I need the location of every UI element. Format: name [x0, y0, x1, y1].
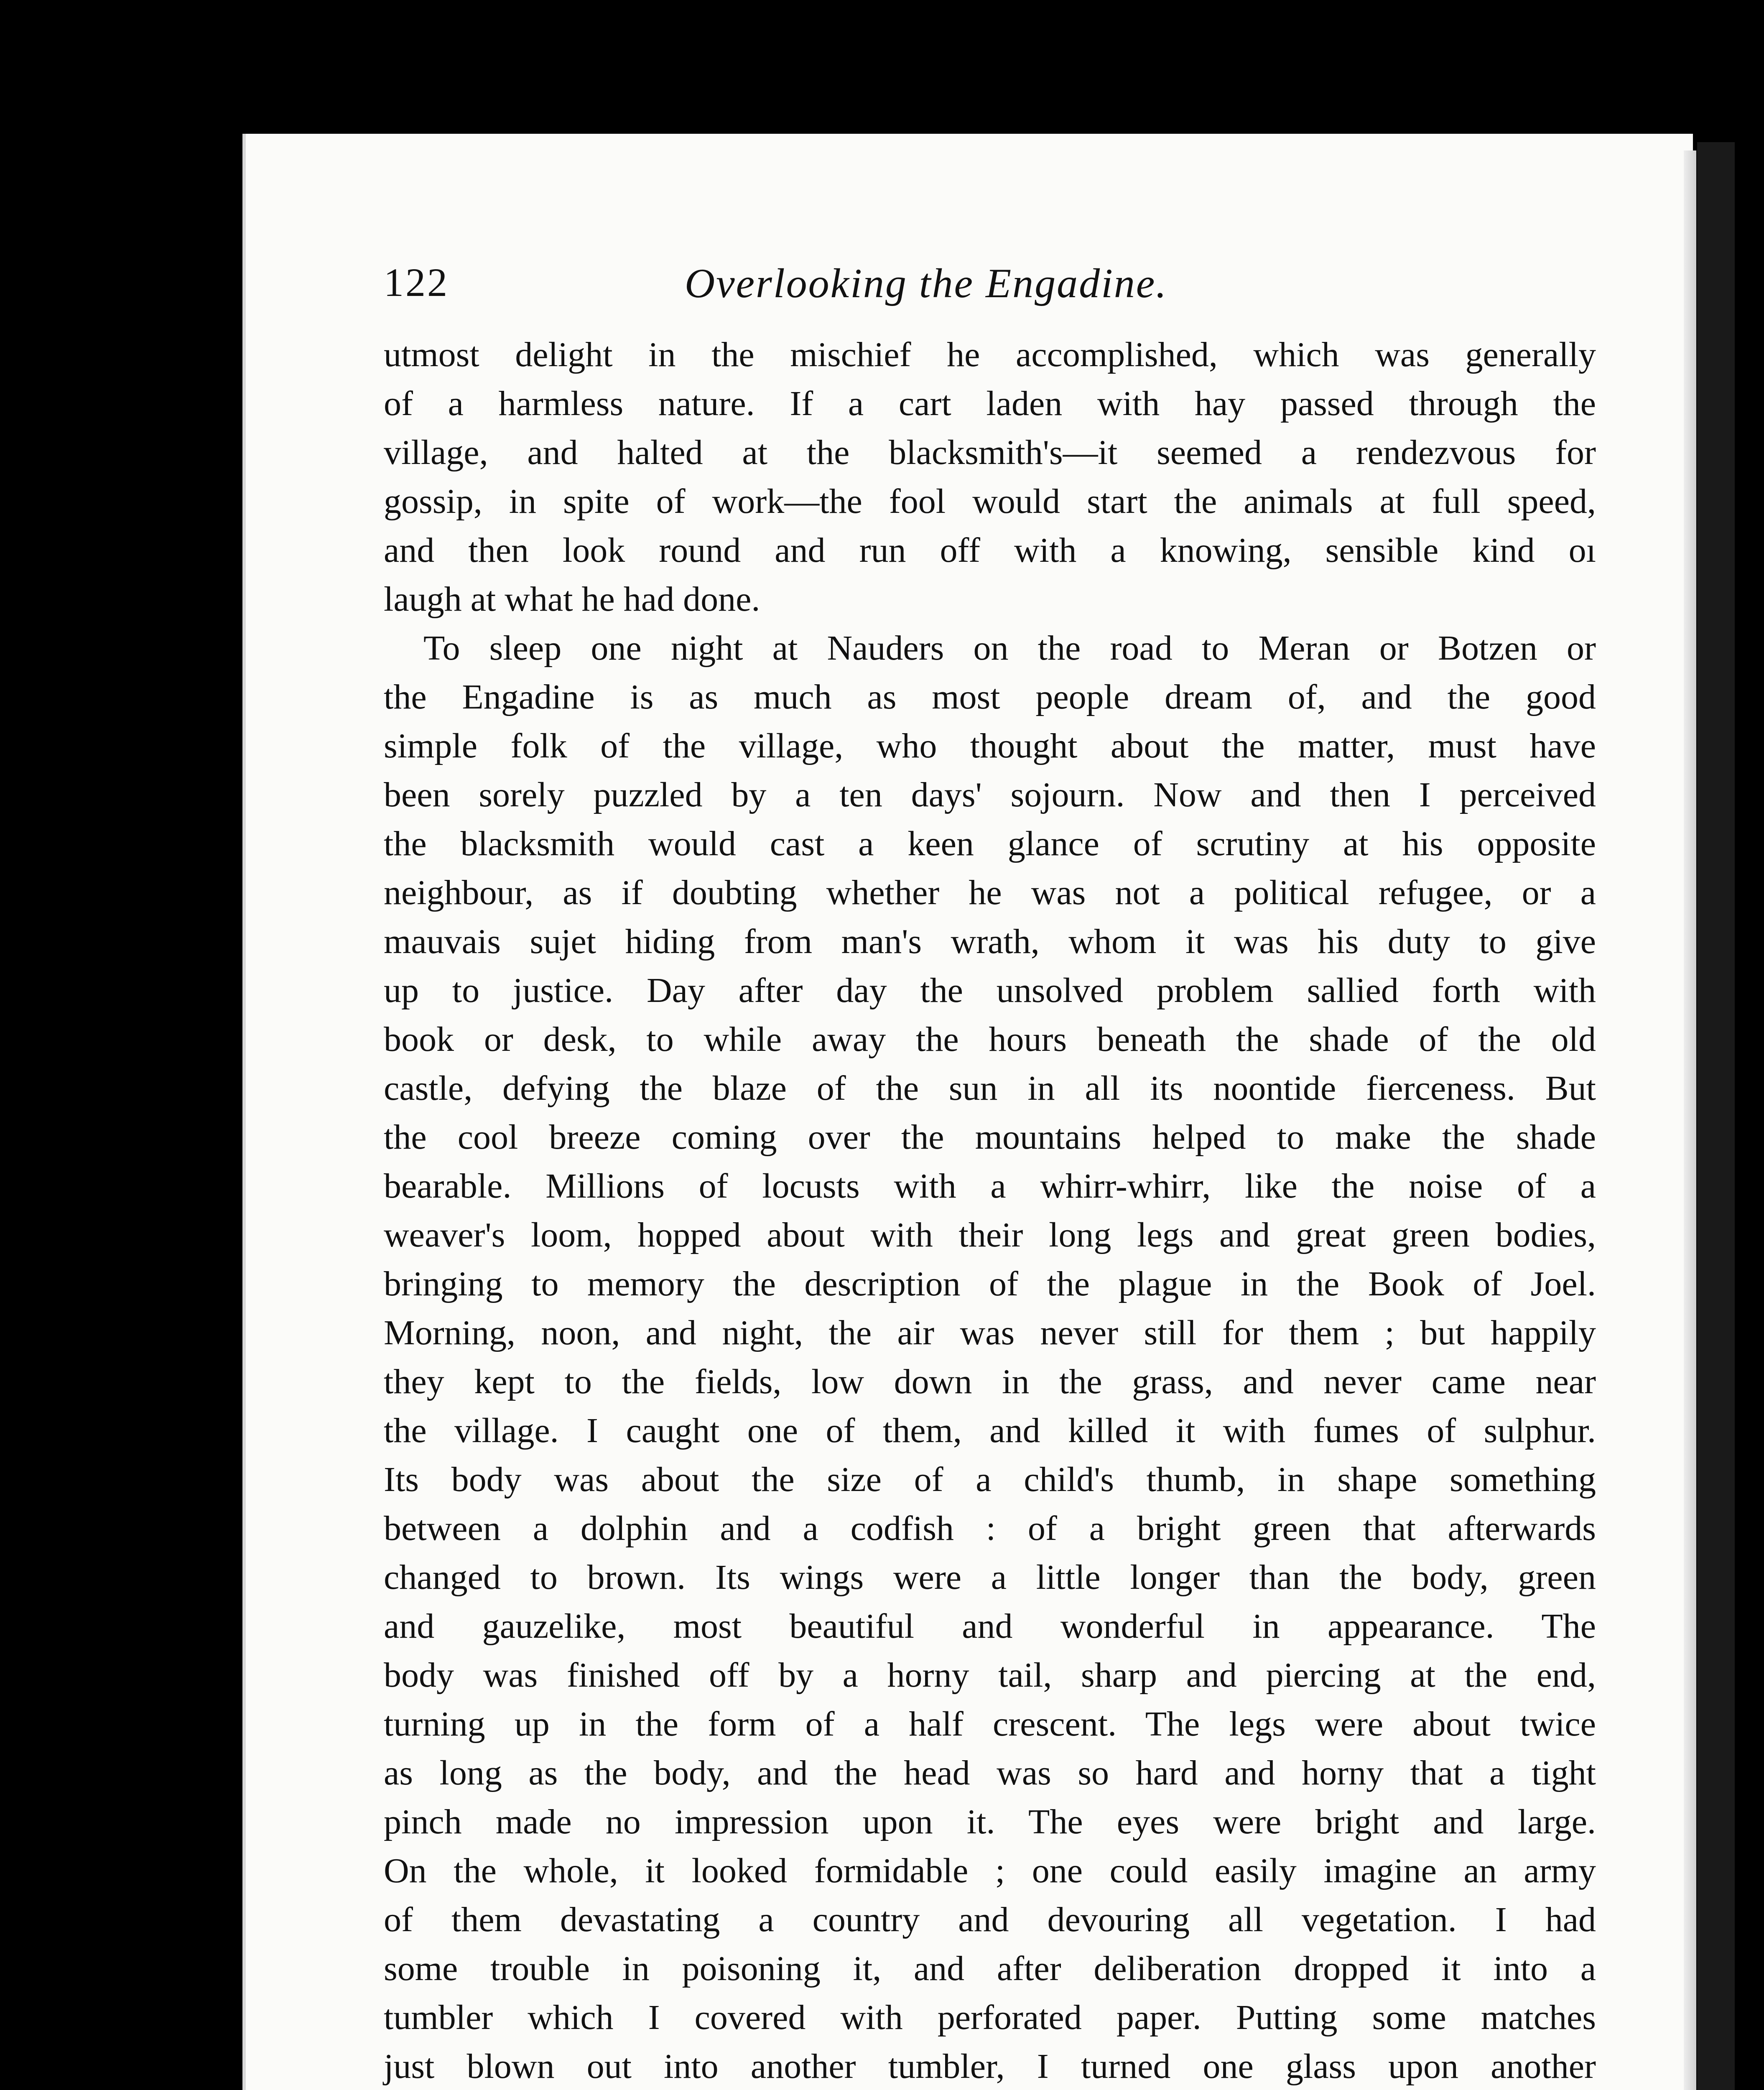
text-line: turning up in the form of a half crescent. The legs were about twice: [384, 1705, 1596, 1743]
text-line: the village. I caught one of them, and killed it with fumes of sulphur.: [384, 1411, 1596, 1450]
text-line: bringing to memory the description of the plague in the Book of Joel.: [384, 1264, 1596, 1303]
text-line: they kept to the fields, low down in the grass, and never came near: [384, 1362, 1596, 1401]
text-line: castle, defying the blaze of the sun in all its noontide fierceness. But: [384, 1069, 1596, 1108]
text-line: gossip, in spite of work—the fool would start the animals at full speed,: [384, 482, 1596, 521]
text-line: between a dolphin and a codfish : of a bright green that afterwards: [384, 1509, 1596, 1548]
text-line: utmost delight in the mischief he accomplished, which was generally: [384, 335, 1596, 374]
text-line: of a harmless nature. If a cart laden with hay passed through the: [384, 384, 1596, 423]
text-line: To sleep one night at Nauders on the road to Meran or Botzen or: [423, 629, 1596, 668]
page-edge-shadow: [1697, 142, 1735, 2090]
text-line: weaver's loom, hopped about with their long legs and great green bodies,: [384, 1216, 1596, 1254]
text-line: as long as the body, and the head was so hard and horny that a tight: [384, 1754, 1596, 1792]
text-line: been sorely puzzled by a ten days' sojourn. Now and then I perceived: [384, 775, 1596, 814]
text-line: neighbour, as if doubting whether he was not a political refugee, or a: [384, 873, 1596, 912]
text-line: Its body was about the size of a child's thumb, in shape something: [384, 1460, 1596, 1499]
text-line: tumbler which I covered with perforated paper. Putting some matches: [384, 1998, 1596, 2037]
text-line: the blacksmith would cast a keen glance of scrutiny at his opposite: [384, 824, 1596, 863]
page-number: 122: [384, 260, 449, 305]
text-line: and then look round and run off with a knowing, sensible kind oı: [384, 531, 1596, 570]
book-page: [242, 134, 1693, 2090]
text-line: just blown out into another tumbler, I turned one glass upon another: [384, 2047, 1596, 2086]
text-line: mauvais sujet hiding from man's wrath, whom it was his duty to give: [384, 922, 1596, 961]
text-line: pinch made no impression upon it. The eyes were bright and large.: [384, 1802, 1596, 1841]
body-text: [384, 330, 1596, 2090]
text-line: up to justice. Day after day the unsolved problem sallied forth with: [384, 971, 1596, 1010]
text-line: and gauzelike, most beautiful and wonderful in appearance. The: [384, 1607, 1596, 1646]
text-line: body was finished off by a horny tail, sharp and piercing at the end,: [384, 1656, 1596, 1695]
text-line: book or desk, to while away the hours beneath the shade of the old: [384, 1020, 1596, 1059]
text-line: village, and halted at the blacksmith's—it seemed a rendezvous for: [384, 433, 1596, 472]
text-line: laugh at what he had done.: [384, 580, 760, 619]
text-line: Morning, noon, and night, the air was never still for them ; but happily: [384, 1313, 1596, 1352]
running-head: [384, 259, 1554, 322]
text-line: On the whole, it looked formidable ; one could easily imagine an army: [384, 1851, 1596, 1890]
text-line: simple folk of the village, who thought about the matter, must have: [384, 726, 1596, 765]
text-line: of them devastating a country and devouring all vegetation. I had: [384, 1900, 1596, 1939]
text-line: some trouble in poisoning it, and after deliberation dropped it into a: [384, 1949, 1596, 1988]
running-title: Overlooking the Engadine.: [685, 260, 1168, 306]
text-line: changed to brown. Its wings were a little longer than the body, green: [384, 1558, 1596, 1597]
text-line: bearable. Millions of locusts with a whirr-whirr, like the noise of a: [384, 1167, 1596, 1206]
text-line: the cool breeze coming over the mountains helped to make the shade: [384, 1118, 1596, 1157]
page-gutter-edge: [1684, 150, 1696, 2090]
text-line: the Engadine is as much as most people dream of, and the good: [384, 678, 1596, 716]
